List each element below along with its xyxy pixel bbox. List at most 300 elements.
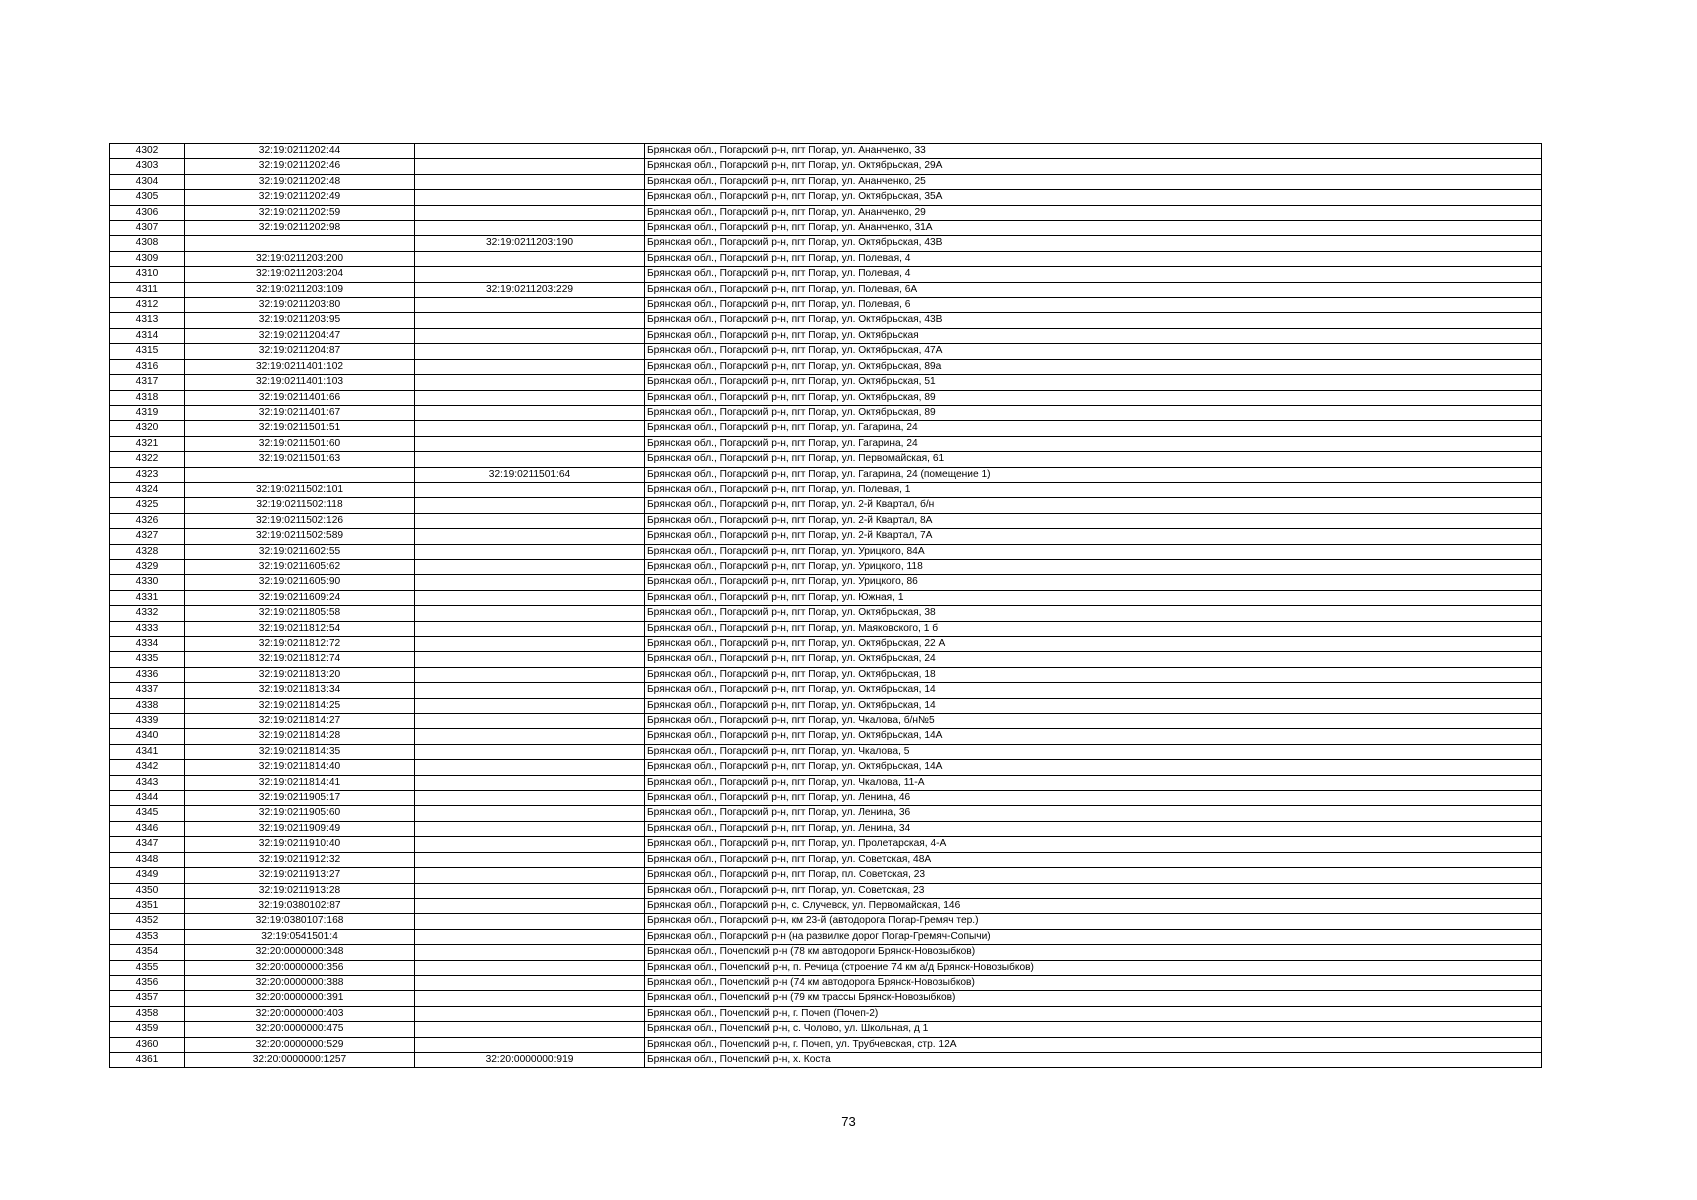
address-cell: Брянская обл., Погарский р-н, пгт Погар, ул. Южная, 1 xyxy=(645,590,1542,605)
cadastral-number-secondary-cell xyxy=(415,898,645,913)
address-cell: Брянская обл., Погарский р-н, пгт Погар, ул. Октябрьская, 24 xyxy=(645,652,1542,667)
cadastral-number-cell: 32:19:0211609:24 xyxy=(185,590,415,605)
row-number-cell: 4302 xyxy=(110,144,185,159)
cadastral-number-secondary-cell xyxy=(415,621,645,636)
address-cell: Брянская обл., Погарский р-н, пгт Погар, ул. Октябрьская, 18 xyxy=(645,667,1542,682)
cadastral-number-secondary-cell xyxy=(415,1037,645,1052)
row-number-cell: 4347 xyxy=(110,837,185,852)
row-number-cell: 4315 xyxy=(110,344,185,359)
cadastral-number-cell: 32:19:0211203:109 xyxy=(185,282,415,297)
cadastral-number-secondary-cell xyxy=(415,267,645,282)
address-cell: Брянская обл., Погарский р-н, пгт Погар, ул. Октябрьская, 14 xyxy=(645,698,1542,713)
cadastral-number-cell: 32:20:0000000:475 xyxy=(185,1022,415,1037)
cadastral-number-secondary-cell xyxy=(415,359,645,374)
cadastral-number-secondary-cell xyxy=(415,821,645,836)
table-row xyxy=(110,467,1542,482)
table-row xyxy=(110,205,1542,220)
table-row xyxy=(110,236,1542,251)
cadastral-number-secondary-cell xyxy=(415,575,645,590)
address-cell: Брянская обл., Погарский р-н, пгт Погар, ул. Советская, 23 xyxy=(645,883,1542,898)
row-number-cell: 4339 xyxy=(110,714,185,729)
cadastral-number-secondary-cell xyxy=(415,144,645,159)
cadastral-number-cell: 32:19:0211812:72 xyxy=(185,637,415,652)
cadastral-number-secondary-cell xyxy=(415,436,645,451)
row-number-cell: 4331 xyxy=(110,590,185,605)
address-cell: Брянская обл., Погарский р-н, пгт Погар, ул. Полевая, 6А xyxy=(645,282,1542,297)
row-number-cell: 4306 xyxy=(110,205,185,220)
cadastral-number-cell: 32:20:0000000:529 xyxy=(185,1037,415,1052)
cadastral-number-cell: 32:20:0000000:403 xyxy=(185,1006,415,1021)
address-cell: Брянская обл., Погарский р-н, пгт Погар, ул. Чкалова, 5 xyxy=(645,744,1542,759)
row-number-cell: 4313 xyxy=(110,313,185,328)
row-number-cell: 4341 xyxy=(110,744,185,759)
row-number-cell: 4311 xyxy=(110,282,185,297)
table-body xyxy=(110,144,1542,1068)
address-cell: Брянская обл., Погарский р-н, пгт Погар, ул. Ананченко, 29 xyxy=(645,205,1542,220)
cadastral-number-secondary-cell xyxy=(415,390,645,405)
table-row xyxy=(110,159,1542,174)
address-cell: Брянская обл., Погарский р-н, пгт Погар, ул. Пролетарская, 4-А xyxy=(645,837,1542,852)
cadastral-number-secondary-cell xyxy=(415,174,645,189)
cadastral-number-secondary-cell xyxy=(415,298,645,313)
cadastral-number-cell: 32:19:0541501:4 xyxy=(185,929,415,944)
cadastral-number-cell: 32:19:0211805:58 xyxy=(185,606,415,621)
cadastral-number-cell: 32:20:0000000:356 xyxy=(185,960,415,975)
table-row xyxy=(110,452,1542,467)
row-number-cell: 4357 xyxy=(110,991,185,1006)
cadastral-number-secondary-cell xyxy=(415,405,645,420)
address-cell: Брянская обл., Погарский р-н, пгт Погар, ул. Гагарина, 24 xyxy=(645,436,1542,451)
cadastral-number-cell: 32:19:0211812:54 xyxy=(185,621,415,636)
cadastral-number-cell: 32:19:0211814:27 xyxy=(185,714,415,729)
row-number-cell: 4329 xyxy=(110,559,185,574)
cadastral-number-cell: 32:19:0211502:101 xyxy=(185,482,415,497)
cadastral-number-cell: 32:19:0211202:48 xyxy=(185,174,415,189)
table-row xyxy=(110,929,1542,944)
address-cell: Брянская обл., Погарский р-н, пгт Погар, ул. 2-й Квартал, 8А xyxy=(645,513,1542,528)
address-cell: Брянская обл., Погарский р-н, пгт Погар, ул. Октябрьская, 29А xyxy=(645,159,1542,174)
table-row xyxy=(110,914,1542,929)
cadastral-number-cell xyxy=(185,236,415,251)
address-cell: Брянская обл., Погарский р-н, пгт Погар, ул. Октябрьская, 51 xyxy=(645,375,1542,390)
row-number-cell: 4361 xyxy=(110,1052,185,1067)
table-row xyxy=(110,729,1542,744)
row-number-cell: 4334 xyxy=(110,637,185,652)
cadastral-number-secondary-cell: 32:19:0211203:190 xyxy=(415,236,645,251)
cadastral-number-secondary-cell xyxy=(415,313,645,328)
cadastral-number-cell: 32:19:0211814:40 xyxy=(185,760,415,775)
cadastral-number-cell: 32:19:0211203:200 xyxy=(185,251,415,266)
cadastral-number-secondary-cell xyxy=(415,606,645,621)
table-row xyxy=(110,837,1542,852)
address-cell: Брянская обл., Погарский р-н, пгт Погар, ул. Ленина, 36 xyxy=(645,806,1542,821)
cadastral-number-cell: 32:19:0211401:66 xyxy=(185,390,415,405)
cadastral-number-cell: 32:19:0211605:90 xyxy=(185,575,415,590)
cadastral-number-secondary-cell xyxy=(415,698,645,713)
table-row xyxy=(110,868,1542,883)
cadastral-number-cell: 32:19:0211501:60 xyxy=(185,436,415,451)
address-cell: Брянская обл., Почепский р-н (78 км автодороги Брянск-Новозыбков) xyxy=(645,945,1542,960)
cadastral-number-secondary-cell xyxy=(415,344,645,359)
cadastral-number-cell: 32:19:0211202:59 xyxy=(185,205,415,220)
address-cell: Брянская обл., Погарский р-н, пгт Погар, ул. Ананченко, 33 xyxy=(645,144,1542,159)
table-row xyxy=(110,1037,1542,1052)
table-row xyxy=(110,637,1542,652)
cadastral-number-secondary-cell xyxy=(415,452,645,467)
table-row xyxy=(110,683,1542,698)
row-number-cell: 4342 xyxy=(110,760,185,775)
address-cell: Брянская обл., Погарский р-н, пгт Погар, ул. Октябрьская, 14 xyxy=(645,683,1542,698)
cadastral-number-secondary-cell xyxy=(415,791,645,806)
table-row xyxy=(110,714,1542,729)
address-cell: Брянская обл., Почепский р-н, х. Коста xyxy=(645,1052,1542,1067)
table-row xyxy=(110,436,1542,451)
table-row xyxy=(110,590,1542,605)
row-number-cell: 4359 xyxy=(110,1022,185,1037)
cadastral-number-cell: 32:19:0211401:67 xyxy=(185,405,415,420)
address-cell: Брянская обл., Погарский р-н, пгт Погар, ул. Чкалова, 11-А xyxy=(645,775,1542,790)
table-row xyxy=(110,328,1542,343)
row-number-cell: 4346 xyxy=(110,821,185,836)
cadastral-number-cell: 32:19:0211502:589 xyxy=(185,529,415,544)
row-number-cell: 4333 xyxy=(110,621,185,636)
row-number-cell: 4307 xyxy=(110,221,185,236)
address-cell: Брянская обл., Погарский р-н, пгт Погар, ул. Урицкого, 84А xyxy=(645,544,1542,559)
table-row xyxy=(110,559,1542,574)
table-row xyxy=(110,313,1542,328)
row-number-cell: 4324 xyxy=(110,482,185,497)
table-row xyxy=(110,405,1542,420)
row-number-cell: 4319 xyxy=(110,405,185,420)
table-row xyxy=(110,251,1542,266)
table-row xyxy=(110,421,1542,436)
address-cell: Брянская обл., Почепский р-н, п. Речица (строение 74 км а/д Брянск-Новозыбков) xyxy=(645,960,1542,975)
table-row xyxy=(110,544,1542,559)
cadastral-number-secondary-cell xyxy=(415,590,645,605)
row-number-cell: 4348 xyxy=(110,852,185,867)
cadastral-number-secondary-cell xyxy=(415,205,645,220)
address-cell: Брянская обл., Погарский р-н, пгт Погар, ул. Полевая, 4 xyxy=(645,251,1542,266)
cadastral-number-secondary-cell xyxy=(415,328,645,343)
cadastral-number-secondary-cell xyxy=(415,975,645,990)
table-row xyxy=(110,529,1542,544)
cadastral-number-cell: 32:19:0211202:46 xyxy=(185,159,415,174)
address-cell: Брянская обл., Погарский р-н, пгт Погар, ул. Полевая, 6 xyxy=(645,298,1542,313)
row-number-cell: 4335 xyxy=(110,652,185,667)
table-row xyxy=(110,282,1542,297)
address-cell: Брянская обл., Погарский р-н, км 23-й (автодорога Погар-Гремяч тер.) xyxy=(645,914,1542,929)
address-cell: Брянская обл., Погарский р-н, пгт Погар, ул. Октябрьская, 89 xyxy=(645,405,1542,420)
row-number-cell: 4314 xyxy=(110,328,185,343)
table-row xyxy=(110,221,1542,236)
address-cell: Брянская обл., Погарский р-н, пгт Погар, ул. Ананченко, 31А xyxy=(645,221,1542,236)
cadastral-number-cell: 32:19:0211202:98 xyxy=(185,221,415,236)
address-cell: Брянская обл., Погарский р-н, пгт Погар, ул. Урицкого, 118 xyxy=(645,559,1542,574)
cadastral-number-cell: 32:19:0211502:118 xyxy=(185,498,415,513)
row-number-cell: 4344 xyxy=(110,791,185,806)
row-number-cell: 4356 xyxy=(110,975,185,990)
cadastral-number-secondary-cell xyxy=(415,421,645,436)
cadastral-number-cell: 32:19:0211202:44 xyxy=(185,144,415,159)
table-row xyxy=(110,991,1542,1006)
cadastral-number-secondary-cell xyxy=(415,190,645,205)
row-number-cell: 4320 xyxy=(110,421,185,436)
cadastral-number-secondary-cell xyxy=(415,482,645,497)
address-cell: Брянская обл., Погарский р-н, с. Случевск, ул. Первомайская, 146 xyxy=(645,898,1542,913)
table-row xyxy=(110,667,1542,682)
address-cell: Брянская обл., Погарский р-н, пгт Погар, ул. Полевая, 1 xyxy=(645,482,1542,497)
row-number-cell: 4355 xyxy=(110,960,185,975)
cadastral-number-secondary-cell xyxy=(415,637,645,652)
row-number-cell: 4326 xyxy=(110,513,185,528)
row-number-cell: 4343 xyxy=(110,775,185,790)
address-cell: Брянская обл., Погарский р-н, пгт Погар, ул. Ленина, 46 xyxy=(645,791,1542,806)
address-cell: Брянская обл., Погарский р-н, пгт Погар, ул. Октябрьская, 22 А xyxy=(645,637,1542,652)
cadastral-number-secondary-cell xyxy=(415,375,645,390)
row-number-cell: 4328 xyxy=(110,544,185,559)
cadastral-number-cell: 32:19:0211202:49 xyxy=(185,190,415,205)
row-number-cell: 4337 xyxy=(110,683,185,698)
address-cell: Брянская обл., Погарский р-н, пгт Погар, ул. Октябрьская, 38 xyxy=(645,606,1542,621)
cadastral-number-cell xyxy=(185,467,415,482)
address-cell: Брянская обл., Погарский р-н, пгт Погар, ул. Октябрьская, 35А xyxy=(645,190,1542,205)
cadastral-number-secondary-cell xyxy=(415,852,645,867)
address-cell: Брянская обл., Погарский р-н, пгт Погар, ул. 2-й Квартал, б/н xyxy=(645,498,1542,513)
cadastral-number-cell: 32:20:0000000:1257 xyxy=(185,1052,415,1067)
cadastral-number-secondary-cell xyxy=(415,251,645,266)
table-row xyxy=(110,190,1542,205)
cadastral-number-secondary-cell xyxy=(415,683,645,698)
cadastral-number-cell: 32:19:0211605:62 xyxy=(185,559,415,574)
row-number-cell: 4312 xyxy=(110,298,185,313)
cadastral-number-secondary-cell xyxy=(415,652,645,667)
row-number-cell: 4358 xyxy=(110,1006,185,1021)
address-cell: Брянская обл., Погарский р-н, пгт Погар, ул. Урицкого, 86 xyxy=(645,575,1542,590)
table-row xyxy=(110,1022,1542,1037)
cadastral-number-cell: 32:19:0211501:63 xyxy=(185,452,415,467)
table-row xyxy=(110,606,1542,621)
cadastral-number-cell: 32:19:0211913:28 xyxy=(185,883,415,898)
row-number-cell: 4310 xyxy=(110,267,185,282)
cadastral-number-secondary-cell xyxy=(415,883,645,898)
row-number-cell: 4308 xyxy=(110,236,185,251)
address-cell: Брянская обл., Почепский р-н (79 км трассы Брянск-Новозыбков) xyxy=(645,991,1542,1006)
table-row xyxy=(110,575,1542,590)
row-number-cell: 4327 xyxy=(110,529,185,544)
cadastral-number-cell: 32:20:0000000:348 xyxy=(185,945,415,960)
cadastral-number-secondary-cell: 32:19:0211501:64 xyxy=(415,467,645,482)
address-cell: Брянская обл., Погарский р-н, пгт Погар, ул. Октябрьская, 14А xyxy=(645,729,1542,744)
cadastral-number-cell: 32:19:0211602:55 xyxy=(185,544,415,559)
row-number-cell: 4318 xyxy=(110,390,185,405)
cadastral-number-secondary-cell xyxy=(415,991,645,1006)
cadastral-number-cell: 32:19:0211204:47 xyxy=(185,328,415,343)
address-cell: Брянская обл., Погарский р-н, пгт Погар, ул. Полевая, 4 xyxy=(645,267,1542,282)
cadastral-number-cell: 32:19:0211502:126 xyxy=(185,513,415,528)
cadastral-number-cell: 32:19:0211813:20 xyxy=(185,667,415,682)
row-number-cell: 4340 xyxy=(110,729,185,744)
cadastral-number-secondary-cell xyxy=(415,868,645,883)
cadastral-number-secondary-cell xyxy=(415,806,645,821)
row-number-cell: 4332 xyxy=(110,606,185,621)
cadastral-number-cell: 32:20:0000000:391 xyxy=(185,991,415,1006)
cadastral-number-secondary-cell xyxy=(415,729,645,744)
table-row xyxy=(110,344,1542,359)
table-row xyxy=(110,975,1542,990)
cadastral-number-cell: 32:19:0211203:204 xyxy=(185,267,415,282)
cadastral-number-cell: 32:19:0211905:17 xyxy=(185,791,415,806)
row-number-cell: 4338 xyxy=(110,698,185,713)
cadastral-number-secondary-cell xyxy=(415,760,645,775)
address-cell: Брянская обл., Погарский р-н, пгт Погар, ул. Октябрьская, 43В xyxy=(645,313,1542,328)
cadastral-number-cell: 32:19:0211203:95 xyxy=(185,313,415,328)
row-number-cell: 4303 xyxy=(110,159,185,174)
cadastral-number-secondary-cell: 32:20:0000000:919 xyxy=(415,1052,645,1067)
table-row xyxy=(110,960,1542,975)
row-number-cell: 4352 xyxy=(110,914,185,929)
cadastral-number-secondary-cell xyxy=(415,1006,645,1021)
row-number-cell: 4305 xyxy=(110,190,185,205)
row-number-cell: 4325 xyxy=(110,498,185,513)
cadastral-number-cell: 32:19:0211501:51 xyxy=(185,421,415,436)
cadastral-number-cell: 32:19:0211909:49 xyxy=(185,821,415,836)
cadastral-number-secondary-cell xyxy=(415,929,645,944)
cadastral-number-cell: 32:19:0211912:32 xyxy=(185,852,415,867)
cadastral-number-secondary-cell xyxy=(415,744,645,759)
table-row xyxy=(110,760,1542,775)
cadastral-number-secondary-cell xyxy=(415,960,645,975)
cadastral-number-cell: 32:19:0211814:35 xyxy=(185,744,415,759)
cadastral-number-cell: 32:19:0211401:103 xyxy=(185,375,415,390)
table-row xyxy=(110,806,1542,821)
address-cell: Брянская обл., Погарский р-н, пгт Погар, пл. Советская, 23 xyxy=(645,868,1542,883)
address-cell: Брянская обл., Погарский р-н, пгт Погар, ул. Октябрьская, 14А xyxy=(645,760,1542,775)
document-table xyxy=(109,143,1542,1068)
address-cell: Брянская обл., Почепский р-н (74 км автодорога Брянск-Новозыбков) xyxy=(645,975,1542,990)
address-cell: Брянская обл., Погарский р-н, пгт Погар, ул. Октябрьская, 47А xyxy=(645,344,1542,359)
cadastral-number-secondary-cell xyxy=(415,559,645,574)
table-row xyxy=(110,375,1542,390)
cadastral-number-secondary-cell xyxy=(415,529,645,544)
cadastral-number-secondary-cell xyxy=(415,775,645,790)
table-row xyxy=(110,852,1542,867)
table-row xyxy=(110,359,1542,374)
row-number-cell: 4304 xyxy=(110,174,185,189)
table-row xyxy=(110,390,1542,405)
row-number-cell: 4360 xyxy=(110,1037,185,1052)
row-number-cell: 4350 xyxy=(110,883,185,898)
table-row xyxy=(110,898,1542,913)
address-cell: Брянская обл., Почепский р-н, г. Почеп (Почеп-2) xyxy=(645,1006,1542,1021)
row-number-cell: 4351 xyxy=(110,898,185,913)
address-cell: Брянская обл., Почепский р-н, с. Чолово, ул. Школьная, д 1 xyxy=(645,1022,1542,1037)
cadastral-number-cell: 32:19:0211814:28 xyxy=(185,729,415,744)
table-row xyxy=(110,513,1542,528)
address-cell: Брянская обл., Погарский р-н (на развилке дорог Погар-Гремяч-Сопычи) xyxy=(645,929,1542,944)
address-cell: Брянская обл., Погарский р-н, пгт Погар, ул. Октябрьская, 89 xyxy=(645,390,1542,405)
row-number-cell: 4349 xyxy=(110,868,185,883)
cadastral-number-secondary-cell xyxy=(415,498,645,513)
row-number-cell: 4353 xyxy=(110,929,185,944)
cadastral-number-cell: 32:19:0211812:74 xyxy=(185,652,415,667)
address-cell: Брянская обл., Погарский р-н, пгт Погар, ул. Первомайская, 61 xyxy=(645,452,1542,467)
cadastral-number-cell: 32:19:0211401:102 xyxy=(185,359,415,374)
table-row xyxy=(110,652,1542,667)
cadastral-number-cell: 32:19:0211905:60 xyxy=(185,806,415,821)
address-cell: Брянская обл., Погарский р-н, пгт Погар, ул. Чкалова, б/н№5 xyxy=(645,714,1542,729)
row-number-cell: 4354 xyxy=(110,945,185,960)
cadastral-number-cell: 32:19:0211913:27 xyxy=(185,868,415,883)
table-row xyxy=(110,698,1542,713)
cadastral-number-cell: 32:19:0380107:168 xyxy=(185,914,415,929)
cadastral-number-cell: 32:19:0211204:87 xyxy=(185,344,415,359)
table-row xyxy=(110,1052,1542,1067)
address-cell: Брянская обл., Погарский р-н, пгт Погар, ул. Ананченко, 25 xyxy=(645,174,1542,189)
table-row xyxy=(110,883,1542,898)
table-row xyxy=(110,945,1542,960)
address-cell: Брянская обл., Почепский р-н, г. Почеп, ул. Трубчевская, стр. 12А xyxy=(645,1037,1542,1052)
address-cell: Брянская обл., Погарский р-н, пгт Погар, ул. Октябрьская, 89а xyxy=(645,359,1542,374)
table-row xyxy=(110,821,1542,836)
address-cell: Брянская обл., Погарский р-н, пгт Погар, ул. Ленина, 34 xyxy=(645,821,1542,836)
table-row xyxy=(110,621,1542,636)
row-number-cell: 4322 xyxy=(110,452,185,467)
cadastral-number-secondary-cell xyxy=(415,945,645,960)
cadastral-number-cell: 32:19:0211813:34 xyxy=(185,683,415,698)
address-cell: Брянская обл., Погарский р-н, пгт Погар, ул. Маяковского, 1 б xyxy=(645,621,1542,636)
row-number-cell: 4345 xyxy=(110,806,185,821)
address-cell: Брянская обл., Погарский р-н, пгт Погар, ул. Гагарина, 24 xyxy=(645,421,1542,436)
row-number-cell: 4317 xyxy=(110,375,185,390)
cadastral-number-secondary-cell xyxy=(415,714,645,729)
row-number-cell: 4323 xyxy=(110,467,185,482)
cadastral-number-secondary-cell xyxy=(415,1022,645,1037)
cadastral-number-cell: 32:20:0000000:388 xyxy=(185,975,415,990)
cadastral-number-secondary-cell xyxy=(415,667,645,682)
cadastral-number-cell: 32:19:0211203:80 xyxy=(185,298,415,313)
cadastral-number-secondary-cell xyxy=(415,544,645,559)
table-row xyxy=(110,174,1542,189)
table-row xyxy=(110,1006,1542,1021)
table-row xyxy=(110,744,1542,759)
row-number-cell: 4309 xyxy=(110,251,185,266)
table-row xyxy=(110,791,1542,806)
cadastral-number-secondary-cell xyxy=(415,914,645,929)
address-cell: Брянская обл., Погарский р-н, пгт Погар, ул. Октябрьская xyxy=(645,328,1542,343)
address-cell: Брянская обл., Погарский р-н, пгт Погар, ул. Октябрьская, 43В xyxy=(645,236,1542,251)
cadastral-number-secondary-cell xyxy=(415,159,645,174)
table-row xyxy=(110,482,1542,497)
cadastral-number-cell: 32:19:0211814:41 xyxy=(185,775,415,790)
cadastral-number-cell: 32:19:0380102:87 xyxy=(185,898,415,913)
cadastral-number-secondary-cell xyxy=(415,221,645,236)
row-number-cell: 4321 xyxy=(110,436,185,451)
table-row xyxy=(110,498,1542,513)
row-number-cell: 4316 xyxy=(110,359,185,374)
cadastral-number-secondary-cell xyxy=(415,837,645,852)
page-number: 73 xyxy=(841,1114,856,1129)
table-row xyxy=(110,298,1542,313)
address-cell: Брянская обл., Погарский р-н, пгт Погар, ул. Советская, 48А xyxy=(645,852,1542,867)
address-cell: Брянская обл., Погарский р-н, пгт Погар, ул. 2-й Квартал, 7А xyxy=(645,529,1542,544)
table-row xyxy=(110,144,1542,159)
row-number-cell: 4336 xyxy=(110,667,185,682)
cadastral-number-cell: 32:19:0211910:40 xyxy=(185,837,415,852)
cadastral-number-secondary-cell xyxy=(415,513,645,528)
table-row xyxy=(110,775,1542,790)
table-row xyxy=(110,267,1542,282)
cadastral-number-cell: 32:19:0211814:25 xyxy=(185,698,415,713)
